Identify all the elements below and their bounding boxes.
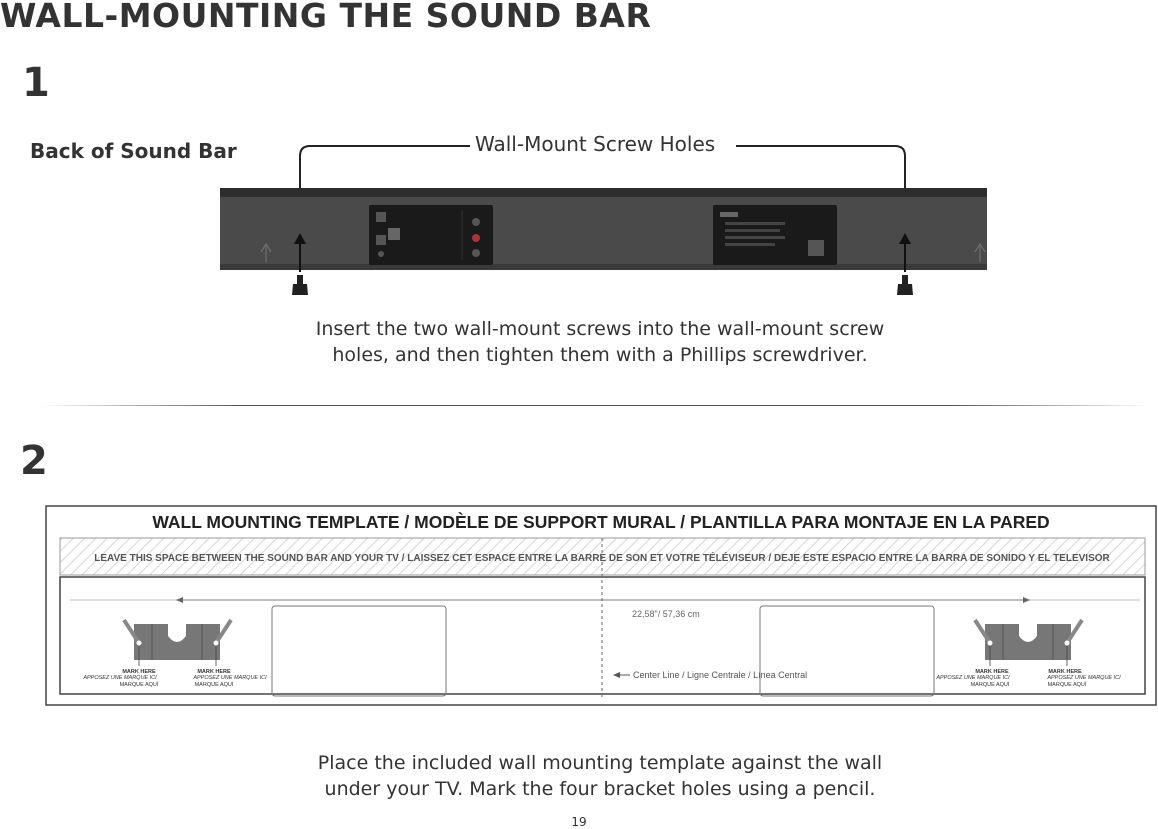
template-title: WALL MOUNTING TEMPLATE / MODÈLE DE SUPPORT MURAL / PLANTILLA PARA MONTAJE EN LA PARED — [152, 512, 1050, 532]
center-line-label: Center Line / Ligne Centrale / Línea Central — [633, 670, 808, 680]
step-1-caption-line: holes, and then tighten them with a Phillips screwdriver. — [332, 344, 868, 366]
mark-here-es-label: MARQUE AQUÍ — [194, 682, 234, 688]
step-1-caption-line: Insert the two wall-mount screws into the wall-mount screw — [315, 318, 885, 340]
mark-here-fr-label: APPOSEZ UNE MARQUE ICI — [936, 675, 1010, 681]
wall-mount-screw-holes-label: Wall-Mount Screw Holes — [472, 132, 718, 156]
step-1-number: 1 — [22, 60, 50, 106]
page-title: WALL-MOUNTING THE SOUND BAR — [0, 0, 652, 35]
step-2-number: 2 — [20, 438, 48, 484]
step-2-caption — [240, 750, 960, 802]
mark-here-fr-label: APPOSEZ UNE MARQUE ICI — [193, 675, 267, 681]
mark-here-es-label: MARQUE AQUÍ — [1047, 682, 1087, 688]
step-2-caption-line: under your TV. Mark the four bracket holes using a pencil. — [324, 778, 876, 800]
mark-here-label: MARK HERE — [122, 669, 156, 675]
back-of-sound-bar-label: Back of Sound Bar — [30, 139, 237, 163]
mark-here-label: MARK HERE — [1048, 669, 1082, 675]
mark-here-fr-label: APPOSEZ UNE MARQUE ICI — [1047, 675, 1121, 681]
leave-space-text: LEAVE THIS SPACE BETWEEN THE SOUND BAR AND YOUR TV / LAISSEZ CET ESPACE ENTRE LA BARRE DE SON ET VOTRE TÉLÉVISEUR / DEJE ESTE ESPACIO ENTRE LA BARRA DE SONIDO Y EL TELEVISOR — [94, 553, 1110, 564]
measurement-label: 22,58"/ 57,36 cm — [632, 609, 700, 619]
page-number: 19 — [571, 815, 587, 829]
mark-here-es-label: MARQUE AQUÍ — [970, 682, 1010, 688]
mark-here-label: MARK HERE — [197, 669, 231, 675]
step-2-caption-line: Place the included wall mounting template against the wall — [317, 752, 883, 774]
mark-here-label: MARK HERE — [975, 669, 1009, 675]
mark-here-es-label: MARQUE AQUÍ — [119, 682, 159, 688]
mark-here-fr-label: APPOSEZ UNE MARQUE ICI — [83, 675, 157, 681]
